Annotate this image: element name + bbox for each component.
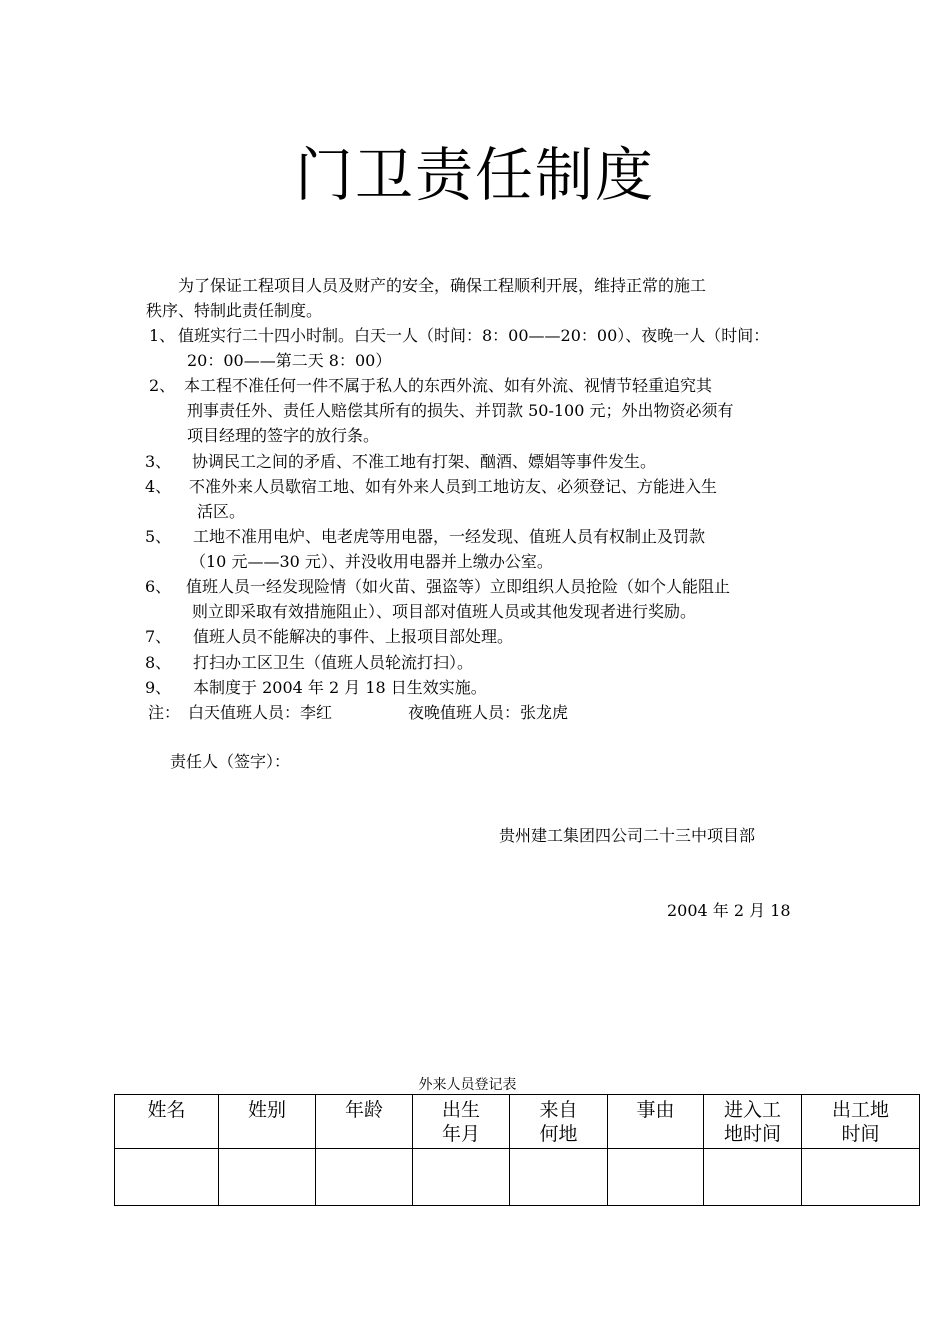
intro-line-2: 秩序、特制此责任制度。 bbox=[146, 301, 323, 320]
empty-cell bbox=[115, 1149, 219, 1206]
rule-9-line-1: 本制度于 2004 年 2 月 18 日生效实施。 bbox=[193, 678, 487, 697]
rule-8-line-1: 打扫办工区卫生（值班人员轮流打扫）。 bbox=[193, 653, 474, 672]
empty-cell bbox=[219, 1149, 316, 1206]
rule-1-line-2: 20：00——第二天 8：00） bbox=[187, 351, 392, 370]
header-reason: 事由 bbox=[608, 1095, 704, 1149]
rule-1-line-1: 值班实行二十四小时制。白天一人（时间：8：00——20：00）、夜晚一人（时间： bbox=[178, 326, 770, 345]
rule-6-number: 6、 bbox=[145, 577, 172, 596]
rule-9-number: 9、 bbox=[145, 678, 172, 697]
rule-2-line-3: 项目经理的签字的放行条。 bbox=[187, 426, 380, 445]
rule-2-line-1: 本工程不准任何一件不属于私人的东西外流、如有外流、视情节轻重追究其 bbox=[184, 376, 713, 395]
rule-4-line-1: 不准外来人员歇宿工地、如有外来人员到工地访友、必须登记、方能进入生 bbox=[189, 477, 718, 496]
page-title: 门卫责任制度 bbox=[294, 141, 655, 209]
empty-cell bbox=[802, 1149, 920, 1206]
header-entry-time: 进入工 地时间 bbox=[704, 1095, 802, 1149]
note-label: 注： bbox=[148, 703, 181, 722]
night-duty-staff: 夜晚值班人员：张龙虎 bbox=[408, 703, 569, 722]
organization-name: 贵州建工集团四公司二十三中项目部 bbox=[499, 826, 756, 845]
rule-6-line-2: 则立即采取有效措施阻止）、项目部对值班人员或其他发现者进行奖励。 bbox=[192, 602, 697, 621]
rule-5-number: 5、 bbox=[145, 527, 172, 546]
visitor-register-table bbox=[114, 1094, 920, 1206]
rule-5-line-1: 工地不准用电炉、电老虎等用电器，一经发现、值班人员有权制止及罚款 bbox=[193, 527, 706, 546]
register-empty-row bbox=[115, 1149, 920, 1206]
rule-1-number: 1、 bbox=[149, 326, 176, 345]
header-origin: 来自 何地 bbox=[510, 1095, 608, 1149]
rule-2-number: 2、 bbox=[149, 376, 176, 395]
register-table-caption: 外来人员登记表 bbox=[418, 1077, 517, 1093]
rule-3-number: 3、 bbox=[145, 452, 172, 471]
empty-cell bbox=[608, 1149, 704, 1206]
header-exit-time: 出工地 时间 bbox=[802, 1095, 920, 1149]
signature-label: 责任人（签字）： bbox=[170, 752, 291, 771]
intro-line-1: 为了保证工程项目人员及财产的安全，确保工程顺利开展，维持正常的施工 bbox=[178, 276, 707, 295]
header-gender: 姓别 bbox=[219, 1095, 316, 1149]
rule-4-number: 4、 bbox=[145, 477, 172, 496]
empty-cell bbox=[413, 1149, 510, 1206]
empty-cell bbox=[510, 1149, 608, 1206]
document-date: 2004 年 2 月 18 bbox=[667, 901, 791, 920]
rule-7-line-1: 值班人员不能解决的事件、上报项目部处理。 bbox=[193, 627, 514, 646]
header-age: 年龄 bbox=[316, 1095, 413, 1149]
register-header-row bbox=[115, 1095, 920, 1149]
empty-cell bbox=[704, 1149, 802, 1206]
rule-5-line-2: （10 元——30 元）、并没收用电器并上缴办公室。 bbox=[190, 552, 553, 571]
day-duty-staff: 白天值班人员：李红 bbox=[188, 703, 333, 722]
header-birth-date: 出生 年月 bbox=[413, 1095, 510, 1149]
rule-7-number: 7、 bbox=[145, 627, 172, 646]
rule-2-line-2: 刑事责任外、责任人赔偿其所有的损失、并罚款 50-100 元；外出物资必须有 bbox=[187, 401, 734, 420]
rule-6-line-1: 值班人员一经发现险情（如火苗、强盗等）立即组织人员抢险（如个人能阻止 bbox=[186, 577, 731, 596]
rule-4-line-2: 活区。 bbox=[197, 502, 246, 521]
header-name: 姓名 bbox=[115, 1095, 219, 1149]
empty-cell bbox=[316, 1149, 413, 1206]
rule-3-line-1: 协调民工之间的矛盾、不准工地有打架、酗酒、嫖娼等事件发生。 bbox=[192, 452, 657, 471]
rule-8-number: 8、 bbox=[145, 653, 172, 672]
